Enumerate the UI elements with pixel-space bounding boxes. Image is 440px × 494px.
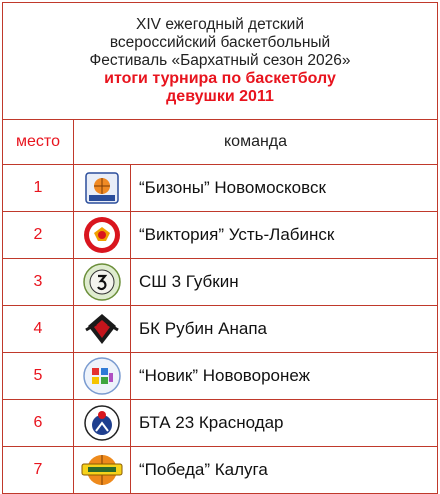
bison-logo-icon: [83, 169, 121, 207]
school3-logo-icon: [82, 262, 122, 302]
header-line-5: девушки 2011: [166, 88, 274, 105]
header-line-1: XIV ежегодный детский: [136, 16, 304, 33]
column-header-row: [3, 120, 438, 165]
column-header-team: команда: [74, 120, 438, 165]
pobeda-logo-icon: [80, 451, 124, 489]
team-name: СШ 3 Губкин: [131, 259, 438, 306]
table-row: [3, 400, 438, 447]
place-cell: 2: [3, 212, 74, 259]
table-header: [3, 3, 438, 120]
place-cell: 5: [3, 353, 74, 400]
table-row: [3, 447, 438, 494]
novik-logo-icon: [82, 356, 122, 396]
team-name: “Новик” Нововоронеж: [131, 353, 438, 400]
table-row: [3, 259, 438, 306]
header-line-3: Фестиваль «Бархатный сезон 2026»: [89, 52, 351, 69]
place-cell: 1: [3, 165, 74, 212]
team-name: “Виктория” Усть-Лабинск: [131, 212, 438, 259]
victoria-logo-icon: [82, 215, 122, 255]
team-name: “Победа” Калуга: [131, 447, 438, 494]
bta-logo-icon: [82, 403, 122, 443]
place-cell: 7: [3, 447, 74, 494]
table-row: [3, 353, 438, 400]
header-line-2: всероссийский баскетбольный: [109, 34, 331, 51]
results-table: [2, 2, 438, 494]
column-header-place: место: [3, 120, 74, 165]
team-name: “Бизоны” Новомосковск: [131, 165, 438, 212]
table-row: [3, 306, 438, 353]
place-cell: 6: [3, 400, 74, 447]
rubin-logo-icon: [82, 312, 122, 346]
team-name: БК Рубин Анапа: [131, 306, 438, 353]
place-cell: 3: [3, 259, 74, 306]
table-row: [3, 165, 438, 212]
table-row: [3, 212, 438, 259]
place-cell: 4: [3, 306, 74, 353]
team-name: БТА 23 Краснодар: [131, 400, 438, 447]
header-line-4: итоги турнира по баскетболу: [104, 70, 336, 87]
